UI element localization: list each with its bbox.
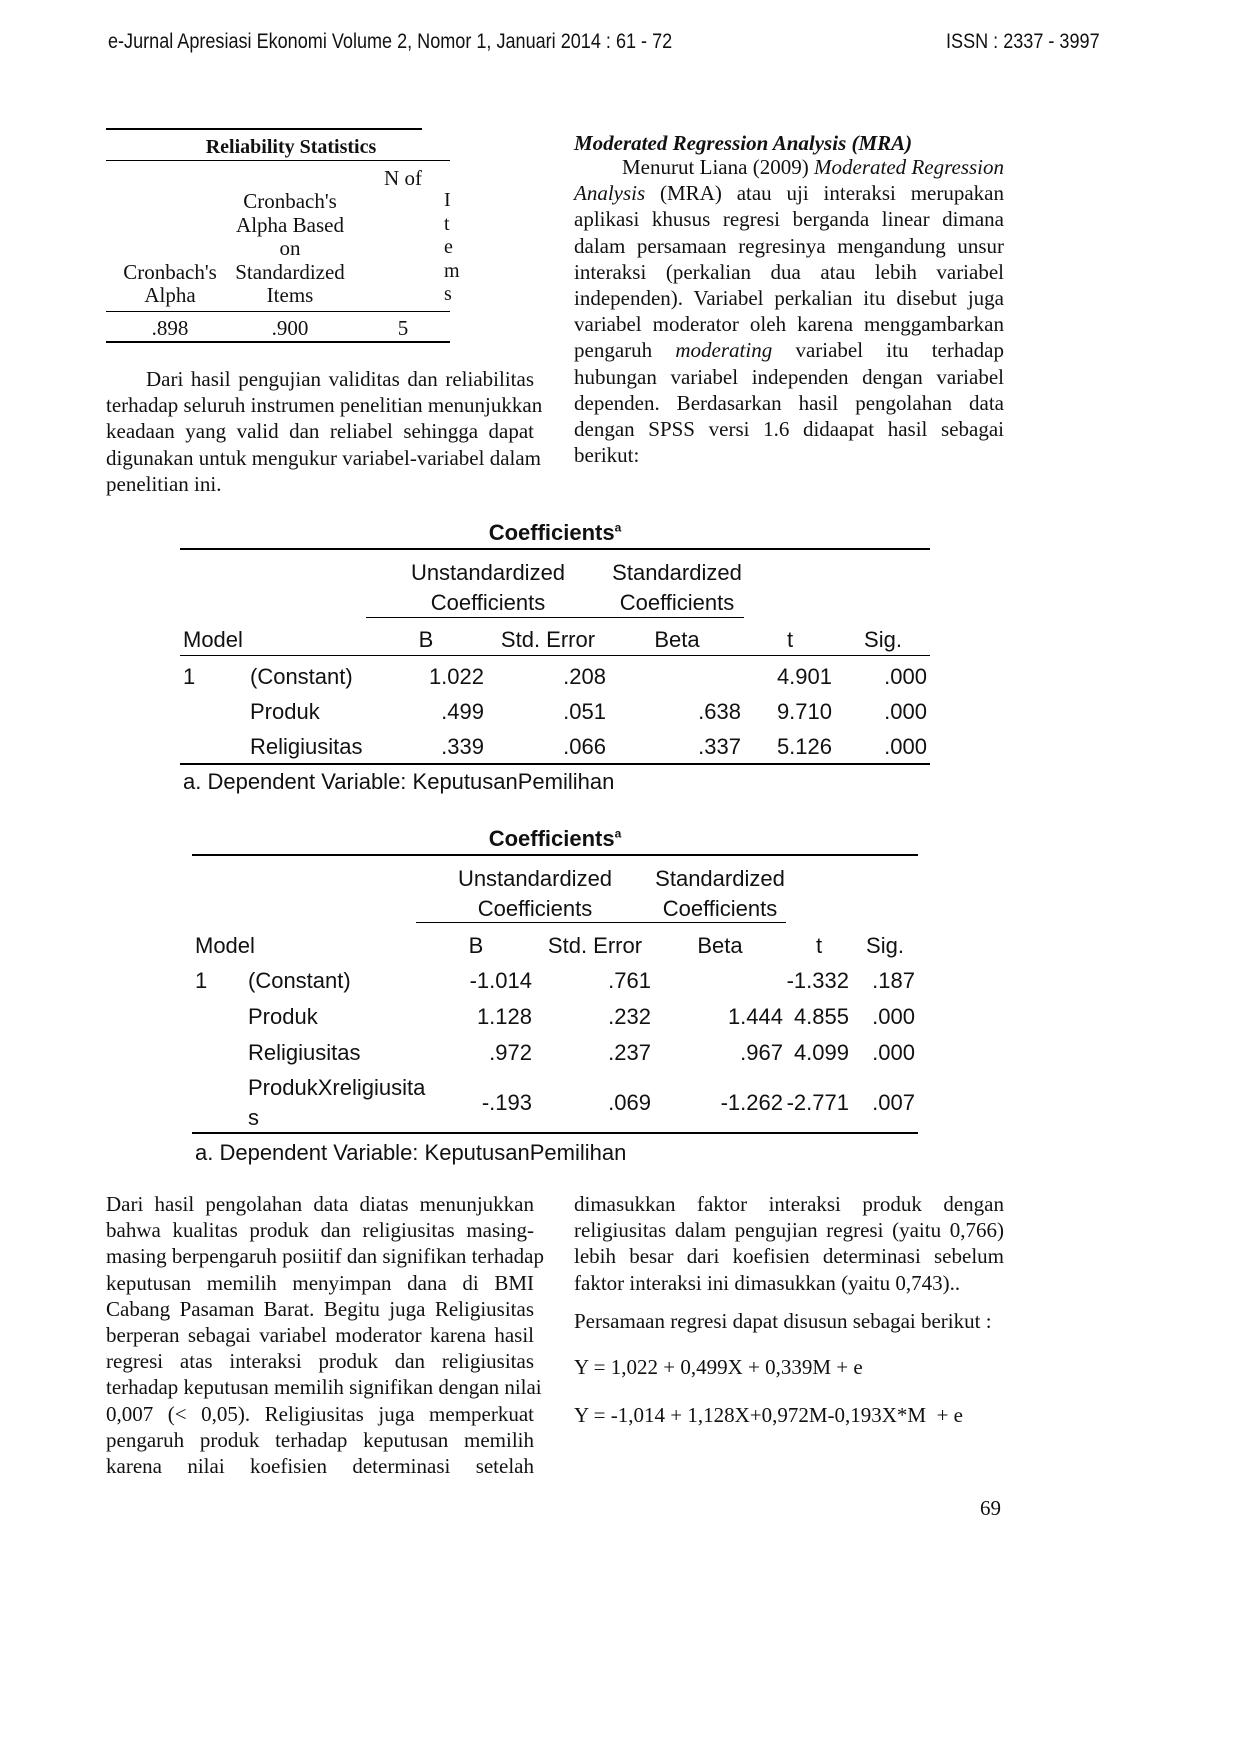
paragraph-line: Analysis (MRA) atau uji interaksi merupakan [574,181,1004,206]
std-header: Coefficients [662,896,778,921]
reliability-title: Reliability Statistics [205,136,377,158]
paragraph-line: dalam persamaan regresinya mengandung unsur [574,233,1004,258]
cell-b: -.193 [481,1090,532,1115]
cell-t: 4.099 [793,1040,849,1065]
mra-heading: Moderated Regression Analysis (MRA) [574,131,913,155]
unstd-header: Coefficients [430,590,546,615]
alpha-header-line: Alpha [144,283,196,307]
row-name: Religiusitas [248,1040,361,1065]
col-beta: Beta [654,627,700,652]
col-t: t [815,933,823,958]
row-name: (Constant) [248,968,351,993]
cell-sig: .000 [872,1040,915,1065]
col-b: B [468,933,484,958]
paragraph-line: variabel moderator oleh karena menggambarkan [574,312,1004,337]
cell-b: 1.022 [428,664,484,689]
validity-paragraph [106,366,543,497]
cell-t: 9.710 [776,699,832,724]
cell-sig: .007 [872,1090,915,1115]
row-name: Produk [248,1004,318,1029]
cell-se: .761 [608,968,651,993]
n-of-items-header: N of [384,166,422,190]
paragraph-line: masing berpengaruh posiitif dan signifikan terhadap [106,1244,544,1269]
model-number: 1 [195,968,208,993]
cell-beta: .337 [698,734,741,759]
col-b: B [418,627,434,652]
cell-b: -1.014 [469,968,532,993]
paragraph-line: Menurut Liana (2009) Moderated Regression [622,155,1004,179]
alpha-std-value: .900 [271,316,309,340]
alpha-value: .898 [151,316,189,340]
paragraph-line: digunakan untuk mengukur variabel-variabel dalam [106,445,542,470]
cell-t: 4.901 [776,664,832,689]
coef2-footnote: a. Dependent Variable: KeputusanPemilihan [195,1140,627,1165]
equation-2: Y = -1,014 + 1,128X+0,972M-0,193X*M + e [574,1403,963,1427]
row-name: s [248,1105,259,1130]
cell-se: .066 [563,734,606,759]
paragraph-line: hubungan variabel independen dengan variabel [574,364,1004,389]
alpha-header-line: Cronbach's [123,260,217,284]
paragraph-line: karena nilai koefisien determinasi setelah [106,1454,534,1479]
cell-sig: .000 [884,699,927,724]
cell-beta: .638 [698,699,741,724]
paragraph-line: berperan sebagai variabel moderator karena hasil [106,1323,534,1348]
paragraph-line: Cabang Pasaman Barat. Begitu juga Religiusitas [106,1296,534,1321]
clipped-glyph: s [444,283,452,305]
issn-header: ISSN : 2337 - 3997 [946,30,1100,53]
row-name: Produk [250,699,320,724]
page-number: 69 [980,1496,1001,1520]
paragraph-line: Dari hasil pengolahan data diatas menunjukkan [106,1192,534,1216]
unstd-header: Coefficients [477,896,593,921]
paragraph-line: bahwa kualitas produk dan religiusitas masing- [106,1218,534,1243]
alpha-std-header-line: on [279,236,301,260]
std-header: Coefficients [619,590,735,615]
coef1-footnote: a. Dependent Variable: KeputusanPemilihan [183,769,615,794]
alpha-std-header-line: Cronbach's [243,189,337,213]
row-name: (Constant) [250,664,353,689]
unstd-header: Unstandardized [457,866,613,891]
paragraph-line: independen). Variabel perkalian itu disebut juga [574,286,1004,311]
paragraph-line: pengaruh moderating variabel itu terhadap [574,338,1004,363]
clipped-glyph: t [444,213,450,235]
col-model: Model [183,627,243,652]
paragraph-line: keputusan memilih menyimpan dana di BMI [106,1270,534,1295]
cell-se: .208 [563,664,606,689]
cell-sig: .000 [872,1004,915,1029]
paragraph-line: aplikasi khusus regresi berganda linear dimana [574,207,1004,232]
paragraph-line: religiusitas dalam pengujian regresi (yaitu 0,766) [574,1218,1004,1243]
paragraph-line: berikut: [574,443,640,468]
paragraph-line: terhadap keputusan memilih signifikan dengan nilai [106,1375,542,1400]
paragraph-line: regresi atas interaksi produk dan religiusitas [106,1349,534,1374]
paragraph-line: pengaruh produk terhadap keputusan memilih [106,1427,534,1452]
paragraph-line: keadaan yang valid dan reliabel sehingga dapat [106,419,534,444]
col-model: Model [195,933,255,958]
std-header: Standardized [655,866,785,891]
unstd-header: Unstandardized [410,560,566,585]
coef2-title: Coefficients$^a$ [488,826,622,851]
equations-intro: Persamaan regresi dapat disusun sebagai berikut : [574,1309,992,1333]
cell-t: -1.332 [786,968,849,993]
paragraph-line: dependen. Berdasarkan hasil pengolahan data [574,390,1004,415]
cell-b: .972 [489,1040,532,1065]
row-name: Religiusitas [250,734,363,759]
cell-se: .051 [563,699,606,724]
cell-se: .069 [608,1090,651,1115]
cell-sig: .000 [884,664,927,689]
paragraph-line: penelitian ini. [106,471,222,496]
cell-b: .499 [441,699,484,724]
cell-beta: .967 [740,1040,783,1065]
alpha-std-header-line: Items [266,283,314,307]
std-header: Standardized [612,560,742,585]
col-std-error: Std. Error [500,627,596,652]
cell-t: 5.126 [776,734,832,759]
cell-b: .339 [441,734,484,759]
cell-sig: .187 [872,968,915,993]
paragraph-line: 0,007 (< 0,05). Religiusitas juga memperkuat [106,1401,534,1426]
cell-b: 1.128 [476,1004,532,1029]
paragraph-line: terhadap seluruh instrumen penelitian menunjukkan [106,393,543,418]
cell-se: .232 [608,1004,651,1029]
paragraph-line: faktor interaksi ini dimasukkan (yaitu 0,743).. [574,1270,961,1295]
col-sig: Sig. [866,933,904,958]
cell-beta: 1.444 [727,1004,783,1029]
coef1-title: Coefficients$^a$ [488,520,622,545]
continuation-paragraph [574,1191,1004,1296]
paragraph-line: dimasukkan faktor interaksi produk dengan [574,1192,1004,1216]
mra-paragraph [574,154,1004,468]
journal-header: e-Jurnal Apresiasi Ekonomi Volume 2, Nomor 1, Januari 2014 : 61 - 72 [108,30,673,53]
equation-1: Y = 1,022 + 0,499X + 0,339M + e [574,1355,863,1379]
cell-t: 4.855 [793,1004,849,1029]
alpha-std-header-line: Alpha Based [236,213,344,237]
paragraph-line: Dari hasil pengujian validitas dan reliabilitas [146,367,534,391]
results-paragraph [106,1191,544,1479]
clipped-glyph: e [444,236,453,258]
paragraph-line: interaksi (perkalian dua atau lebih variabel [574,259,1004,284]
cell-sig: .000 [884,734,927,759]
clipped-glyph: I [444,189,451,211]
col-t: t [786,627,794,652]
col-std-error: Std. Error [547,933,643,958]
alpha-std-header-line: Standardized [235,260,345,284]
row-name: ProdukXreligiusita [248,1075,426,1100]
paragraph-line: dengan SPSS versi 1.6 didaapat hasil sebagai [574,417,1004,442]
clipped-glyph: m [444,260,460,282]
cell-beta: -1.262 [720,1090,783,1115]
paragraph-line: lebih besar dari koefisien determinasi sebelum [574,1244,1004,1269]
cell-t: -2.771 [786,1090,849,1115]
col-beta: Beta [697,933,743,958]
n-items-value: 5 [397,316,409,340]
model-number: 1 [183,664,196,689]
col-sig: Sig. [864,627,902,652]
cell-se: .237 [608,1040,651,1065]
